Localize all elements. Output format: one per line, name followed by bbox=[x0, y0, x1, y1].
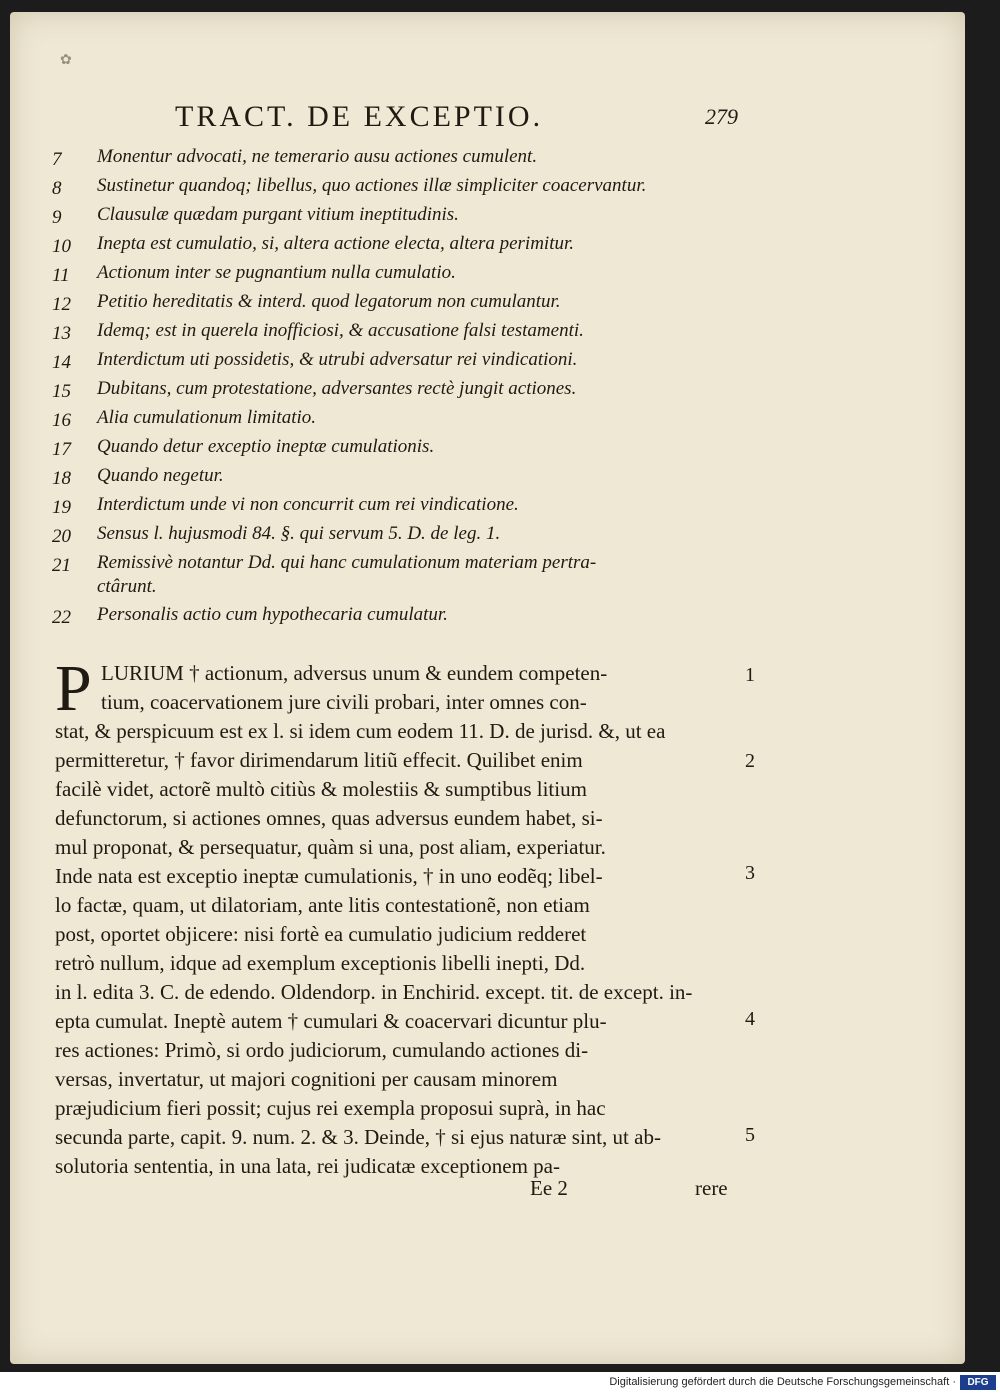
summary-number: 9 bbox=[52, 207, 62, 228]
footer-bar bbox=[0, 1372, 1000, 1396]
text-line: res actiones: Primò, si ordo judiciorum, cumulando actiones di- bbox=[55, 1038, 589, 1062]
summary-text: Interdictum unde vi non concurrit cum rei vindicatione. bbox=[97, 494, 519, 515]
summary-item bbox=[52, 319, 752, 348]
summary-text: Dubitans, cum protestatione, adversantes rectè jungit actiones. bbox=[97, 378, 577, 399]
text-line: stat, & perspicuum est ex l. si idem cum eodem 11. D. de jurisd. &, ut ea bbox=[55, 719, 666, 743]
summary-number: 11 bbox=[52, 265, 70, 286]
text-line: epta cumulat. Ineptè autem † cumulari & coacervari dicuntur plu- bbox=[55, 1009, 607, 1033]
summary-number: 14 bbox=[52, 352, 71, 373]
summary-item bbox=[52, 348, 752, 377]
summary-number: 22 bbox=[52, 607, 71, 628]
summary-text: Idemq; est in querela inofficiosi, & accusatione falsi testamenti. bbox=[97, 320, 584, 341]
summary-list bbox=[52, 145, 752, 632]
running-title: TRACT. DE EXCEPTIO. bbox=[175, 100, 544, 133]
text-line: in l. edita 3. C. de edendo. Oldendorp. in Enchirid. except. tit. de except. in- bbox=[55, 980, 693, 1004]
summary-item bbox=[52, 290, 752, 319]
margin-number: 5 bbox=[745, 1124, 755, 1146]
summary-text: Quando detur exceptio ineptæ cumulationis. bbox=[97, 436, 435, 457]
summary-text: Alia cumulationum limitatio. bbox=[97, 407, 317, 428]
summary-item bbox=[52, 406, 752, 435]
summary-item bbox=[52, 464, 752, 493]
summary-item bbox=[52, 174, 752, 203]
summary-text: Personalis actio cum hypothecaria cumulatur. bbox=[97, 604, 448, 625]
margin-number: 3 bbox=[745, 862, 755, 884]
text-line: defunctorum, si actiones omnes, quas adversus eundem habet, si- bbox=[55, 806, 603, 830]
text-line: versas, invertatur, ut majori cognitioni per causam minorem bbox=[55, 1067, 558, 1091]
summary-text: Sustinetur quandoq; libellus, quo actiones illæ simpliciter coacervantur. bbox=[97, 175, 647, 196]
text-line: secunda parte, capit. 9. num. 2. & 3. Deinde, † si ejus naturæ sint, ut ab- bbox=[55, 1125, 661, 1149]
drop-cap: P bbox=[55, 652, 92, 725]
text-line: facilè videt, actorẽ multò citiùs & molestiis & sumptibus litium bbox=[55, 777, 587, 801]
summary-text bbox=[97, 551, 747, 599]
summary-number: 16 bbox=[52, 410, 71, 431]
text-line: Inde nata est exceptio ineptæ cumulationis, † in uno eodẽq; libel- bbox=[55, 864, 603, 888]
summary-text: Sensus l. hujusmodi 84. §. qui servum 5. D. de leg. 1. bbox=[97, 523, 501, 544]
signature-mark: Ee 2 bbox=[530, 1176, 568, 1200]
summary-number: 10 bbox=[52, 236, 71, 257]
summary-item bbox=[52, 603, 752, 632]
text-line: lo factæ, quam, ut dilatoriam, ante litis contestationẽ, non etiam bbox=[55, 893, 590, 917]
text-line: permitteretur, † favor dirimendarum litiũ effecit. Quilibet enim bbox=[55, 748, 583, 772]
summary-number: 13 bbox=[52, 323, 71, 344]
summary-text: Inepta est cumulatio, si, altera actione electa, altera perimitur. bbox=[97, 233, 575, 254]
summary-text: Interdictum uti possidetis, & utrubi adversatur rei vindicationi. bbox=[97, 349, 578, 370]
summary-number: 7 bbox=[52, 149, 62, 170]
summary-item bbox=[52, 493, 752, 522]
summary-number: 12 bbox=[52, 294, 71, 315]
page-number: 279 bbox=[705, 104, 738, 129]
ink-smudge: ✿ bbox=[60, 52, 72, 68]
summary-text: Quando negetur. bbox=[97, 465, 224, 486]
text-line: retrò nullum, idque ad exemplum exceptionis libelli inepti, Dd. bbox=[55, 951, 586, 975]
margin-number: 4 bbox=[745, 1008, 755, 1030]
summary-item bbox=[52, 377, 752, 406]
summary-text: Monentur advocati, ne temerario ausu actiones cumulent. bbox=[97, 146, 538, 167]
summary-number: 8 bbox=[52, 178, 62, 199]
text-line: tium, coacervationem jure civili probari, inter omnes con- bbox=[101, 690, 587, 714]
summary-number: 15 bbox=[52, 381, 71, 402]
text-line: LURIUM † actionum, adversus unum & eundem competen- bbox=[101, 661, 608, 685]
text-line: post, oportet objicere: nisi fortè ea cumulatio judicium redderet bbox=[55, 922, 587, 946]
summary-text-line: ctârunt. bbox=[97, 576, 157, 597]
summary-item bbox=[52, 551, 752, 603]
text-line: præjudicium fieri possit; cujus rei exempla proposui suprà, in hac bbox=[55, 1096, 606, 1120]
dfg-logo: DFG bbox=[960, 1375, 996, 1390]
catchword: rere bbox=[695, 1176, 728, 1200]
summary-text: Clausulæ quædam purgant vitium ineptitudinis. bbox=[97, 204, 459, 225]
summary-number: 19 bbox=[52, 497, 71, 518]
summary-item bbox=[52, 435, 752, 464]
footer-credit: Digitalisierung gefördert durch die Deutsche Forschungsgemeinschaft · bbox=[609, 1376, 956, 1388]
summary-item bbox=[52, 261, 752, 290]
summary-item bbox=[52, 203, 752, 232]
summary-number: 21 bbox=[52, 555, 71, 576]
summary-text-line: Remissivè notantur Dd. qui hanc cumulationum materiam pertra- bbox=[97, 552, 597, 573]
summary-number: 20 bbox=[52, 526, 71, 547]
margin-number: 1 bbox=[745, 664, 755, 686]
text-line: solutoria sententia, in una lata, rei judicatæ exceptionem pa- bbox=[55, 1154, 560, 1178]
summary-number: 18 bbox=[52, 468, 71, 489]
summary-item bbox=[52, 232, 752, 261]
page-header bbox=[175, 100, 738, 140]
summary-number: 17 bbox=[52, 439, 71, 460]
summary-item bbox=[52, 522, 752, 551]
summary-item bbox=[52, 145, 752, 174]
margin-number: 2 bbox=[745, 750, 755, 772]
summary-text: Petitio hereditatis & interd. quod legatorum non cumulantur. bbox=[97, 291, 561, 312]
summary-text: Actionum inter se pugnantium nulla cumulatio. bbox=[97, 262, 456, 283]
text-line: mul proponat, & persequatur, quàm si una, post aliam, experiatur. bbox=[55, 835, 606, 859]
